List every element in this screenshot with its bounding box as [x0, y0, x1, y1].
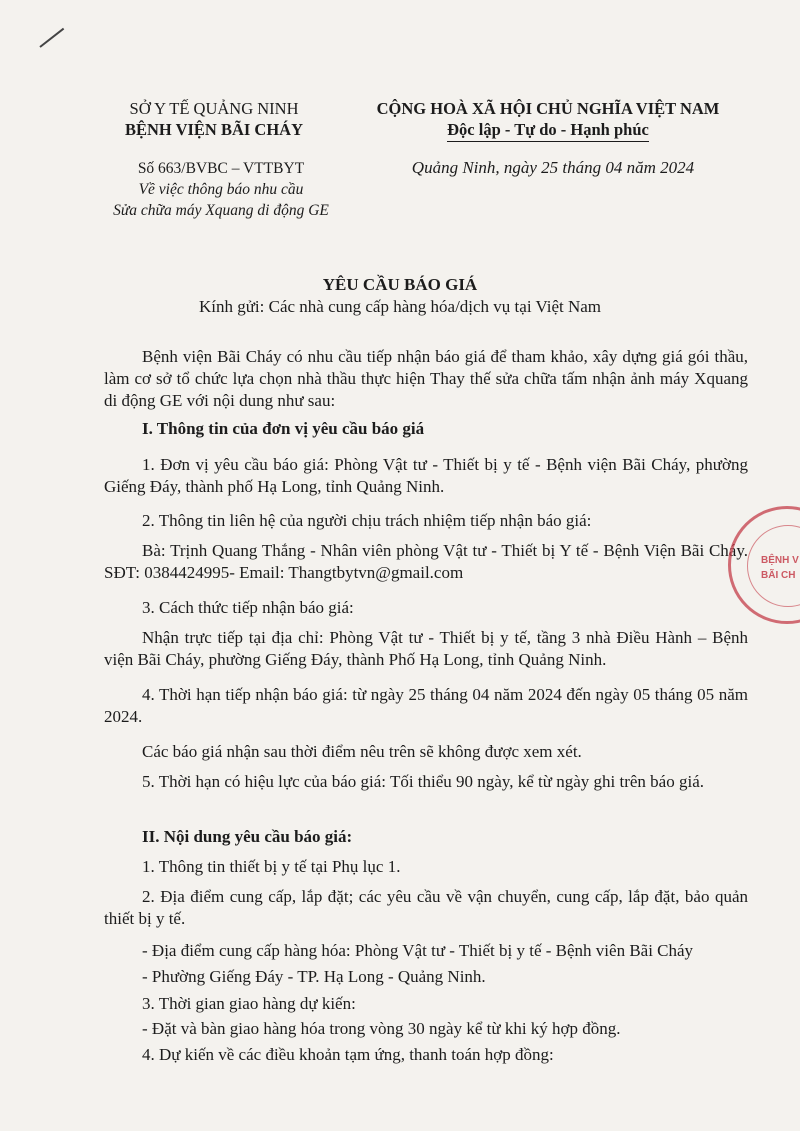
national-header [348, 98, 748, 142]
section-2-item-3-detail: - Đặt và bàn giao hàng hóa trong vòng 30 ngày kể từ khi ký hợp đồng. [142, 1019, 621, 1038]
section-2-item-1: 1. Thông tin thiết bị y tế tại Phụ lục 1. [142, 857, 401, 876]
subject-line-2: Sửa chữa máy Xquang di động GE [113, 202, 329, 219]
section-1-item-1: 1. Đơn vị yêu cầu báo giá: Phòng Vật tư - Thiết bị y tế - Bệnh viện Bãi Cháy, phường Giếng Đáy, thành phố Hạ Long, tỉnh Quảng Ninh. [104, 455, 748, 496]
section-1-item-5: 5. Thời hạn có hiệu lực của báo giá: Tối thiểu 90 ngày, kể từ ngày ghi trên báo giá. [142, 772, 704, 791]
subject-line-1: Về việc thông báo nhu cầu [138, 181, 304, 198]
section-1-item-4: 4. Thời hạn tiếp nhận báo giá: từ ngày 25 tháng 04 năm 2024 đến ngày 05 tháng 05 năm 2024. [104, 685, 748, 726]
pen-mark [39, 28, 64, 48]
org-line-2: BỆNH VIỆN BÃI CHÁY [124, 120, 304, 139]
document-title: YÊU CẦU BÁO GIÁ [322, 275, 478, 294]
section-2-item-3: 3. Thời gian giao hàng dự kiến: [142, 994, 356, 1013]
intro-paragraph: Bệnh viện Bãi Cháy có nhu cầu tiếp nhận báo giá để tham khảo, xây dựng giá gói thầu, làm cơ sở tổ chức lựa chọn nhà thầu thực hiện Thay thế sửa chữa tấm nhận ảnh máy Xquang di động GE với nội dung như sau: [104, 347, 748, 410]
issuing-organization [103, 98, 325, 140]
section-2-heading: II. Nội dung yêu cầu báo giá: [142, 827, 353, 846]
section-1-item-2-detail: Bà: Trịnh Quang Thắng - Nhân viên phòng Vật tư - Thiết bị Y tế - Bệnh Viện Bãi Cháy. SĐT: 0384424995- Email: Thangtbytvn@gmail.com [104, 541, 748, 582]
section-1-item-4-note: Các báo giá nhận sau thời điểm nêu trên sẽ không được xem xét. [142, 742, 582, 761]
seal-line-1: BỆNH V [761, 555, 799, 566]
seal-text [761, 553, 799, 583]
section-2-item-2: 2. Địa điểm cung cấp, lắp đặt; các yêu cầu về vận chuyển, cung cấp, lắp đặt, bảo quản thiết bị y tế. [104, 887, 748, 928]
section-1-item-2: 2. Thông tin liên hệ của người chịu trách nhiệm tiếp nhận báo giá: [142, 511, 592, 530]
nation-motto: Độc lập - Tự do - Hạnh phúc [447, 119, 649, 142]
section-2-item-2-line-2: - Phường Giếng Đáy - TP. Hạ Long - Quảng Ninh. [142, 967, 486, 986]
document-date: Quảng Ninh, ngày 25 tháng 04 năm 2024 [411, 158, 695, 177]
section-1-item-3: 3. Cách thức tiếp nhận báo giá: [142, 598, 354, 617]
document-number: Số 663/BVBC – VTTBYT [137, 160, 305, 177]
nation-line-1: CỘNG HOÀ XÃ HỘI CHỦ NGHĨA VIỆT NAM [376, 99, 720, 118]
recipient-line: Kính gửi: Các nhà cung cấp hàng hóa/dịch vụ tại Việt Nam [198, 297, 602, 316]
section-1-heading: I. Thông tin của đơn vị yêu cầu báo giá [142, 419, 425, 438]
org-line-1: SỞ Y TẾ QUẢNG NINH [129, 99, 299, 118]
document-reference [106, 158, 336, 221]
section-2-item-4: 4. Dự kiến về các điều khoản tạm ứng, thanh toán hợp đồng: [142, 1045, 554, 1064]
section-1-item-3-detail: Nhận trực tiếp tại địa chỉ: Phòng Vật tư - Thiết bị y tế, tầng 3 nhà Điều Hành – Bệnh viện Bãi Cháy, phường Giếng Đáy, thành Phố Hạ Long, tỉnh Quảng Ninh. [104, 628, 748, 669]
section-2-item-2-line-1: - Địa điểm cung cấp hàng hóa: Phòng Vật tư - Thiết bị y tế - Bệnh viên Bãi Cháy [142, 941, 694, 960]
seal-line-2: BÃI CH [761, 570, 796, 581]
